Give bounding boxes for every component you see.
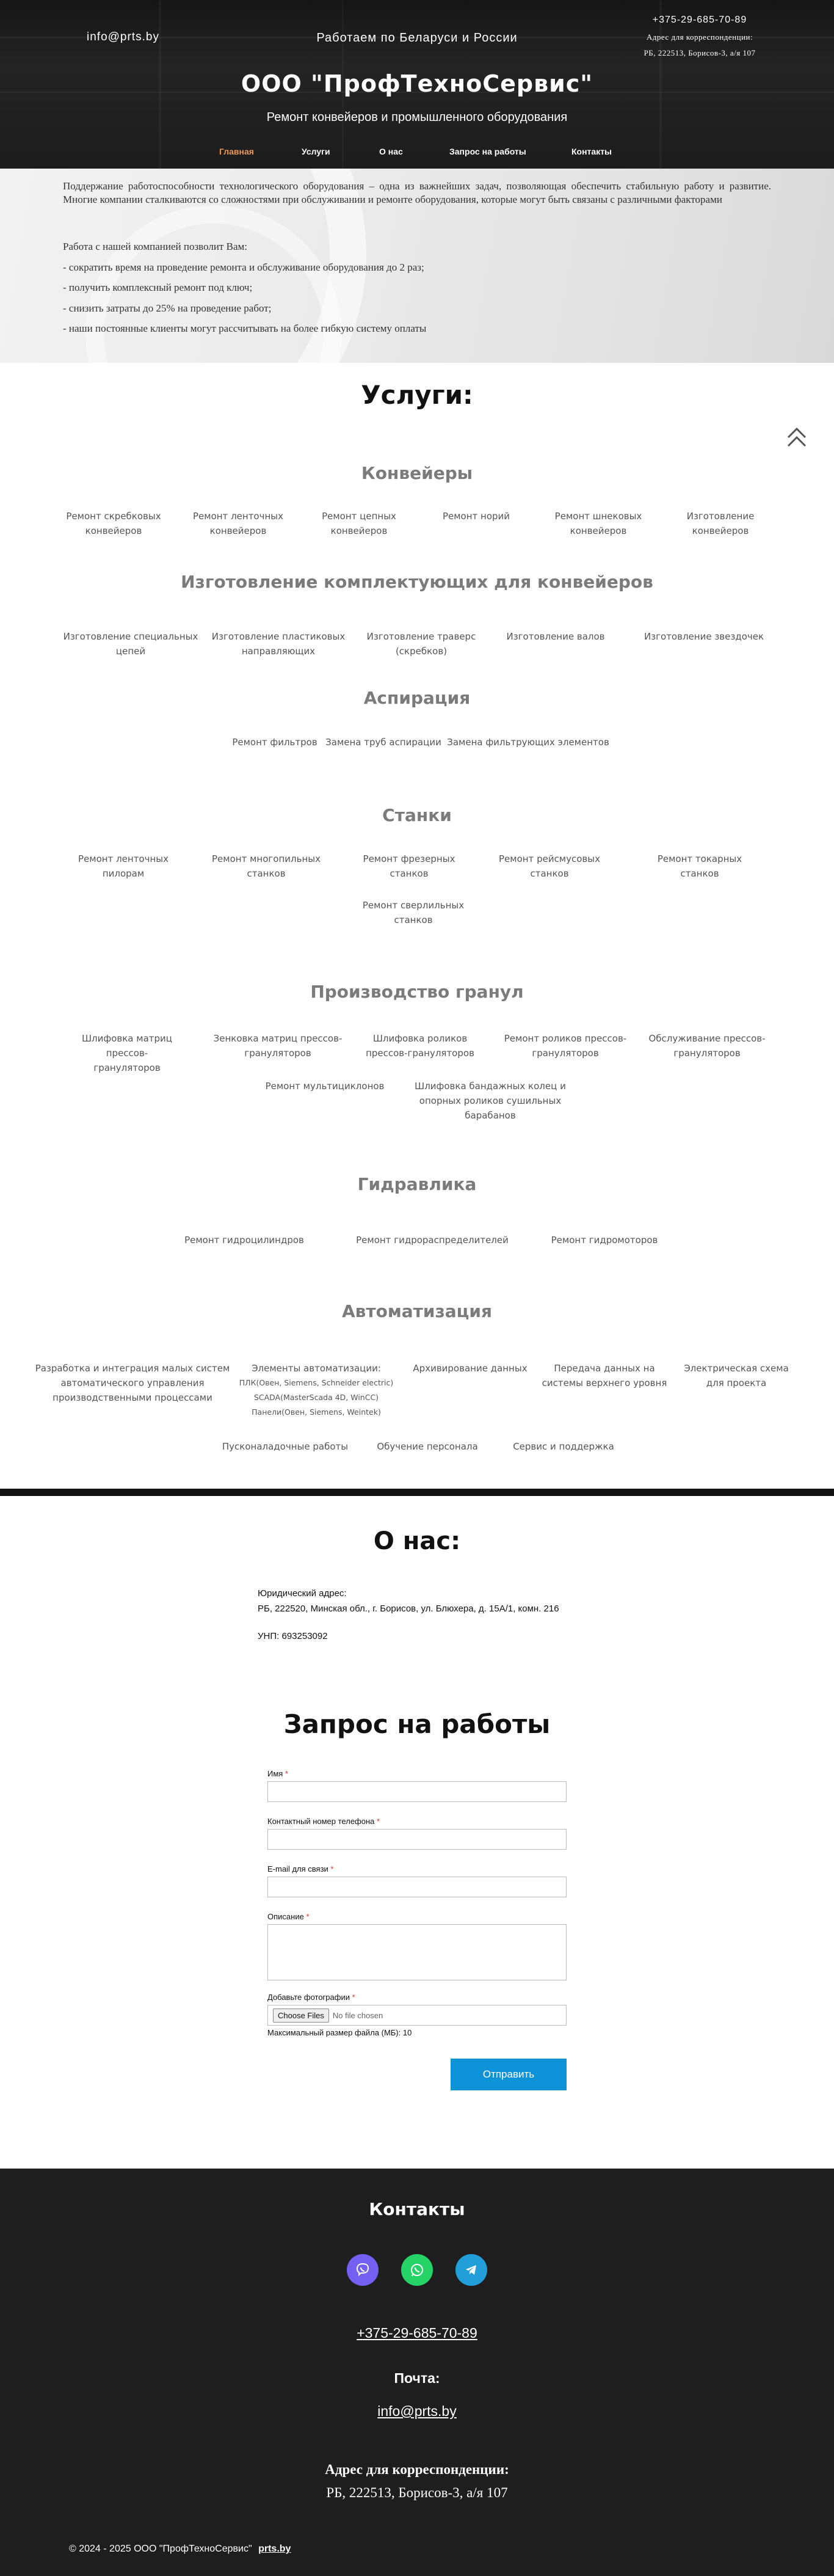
service-item-line: (скребков) [395, 646, 448, 657]
description-textarea[interactable] [267, 1924, 567, 1980]
photos-label-text: Добавьте фотографии [267, 1993, 350, 2002]
service-item-line: Изготовление специальных [63, 631, 198, 642]
service-item-line: Передача данных на [554, 1363, 655, 1374]
phone-label-text: Контактный номер телефона [267, 1817, 375, 1826]
service-item-line: Электрическая схема [684, 1363, 789, 1374]
service-item-line: для проекта [706, 1377, 767, 1388]
service-item-line: Изготовление звездочек [644, 631, 764, 642]
service-item-line: Обслуживание прессов- [648, 1033, 766, 1044]
service-item-line: станков [394, 914, 433, 925]
category-title-conveyors: Конвейеры [361, 463, 473, 483]
service-item-line: Зенковка матриц прессов- [213, 1033, 343, 1044]
service-item-line: Ремонт сверлильных [362, 900, 465, 911]
service-item-line: Элементы автоматизации: [252, 1363, 381, 1374]
intro-benefit-item: Работа с нашей компанией позволит Вам: [63, 241, 247, 252]
category-title-pellets: Производство гранул [310, 982, 524, 1002]
service-item-line: Шлифовка роликов [372, 1033, 468, 1044]
service-item-line: пилорам [102, 868, 145, 879]
header-address-label: Адрес для корреспонденции: [646, 32, 753, 42]
page-body [0, 363, 834, 2576]
file-status: No file chosen [332, 2010, 383, 2020]
footer-mail-link[interactable]: info@prts.by [377, 2403, 457, 2419]
service-item-line: грануляторов [673, 1048, 741, 1059]
nav-about[interactable]: О нас [379, 147, 403, 156]
company-tagline: Ремонт конвейеров и промышленного оборудования [266, 111, 568, 124]
service-item-line: Изготовление траверс [366, 631, 476, 642]
footer-address: РБ, 222513, Борисов-3, а/я 107 [326, 2485, 508, 2500]
service-item-line: станков [247, 868, 286, 879]
footer-phone-link[interactable]: +375-29-685-70-89 [357, 2325, 477, 2341]
required-mark: * [352, 1993, 355, 2002]
about-details [258, 1586, 559, 1644]
header-work-area: Работаем по Беларуси и России [316, 31, 518, 45]
max-file-size-note: Максимальный размер файла (МБ): 10 [267, 2028, 412, 2037]
photos-label [267, 1993, 355, 2002]
service-item-line: конвейеров [570, 525, 627, 536]
service-item-line: Замена труб аспирации [325, 737, 441, 748]
email-label-text: E-mail для связи [267, 1864, 328, 1874]
category-title-automation: Автоматизация [342, 1301, 492, 1321]
nav-services[interactable]: Услуги [302, 147, 330, 156]
service-item-line: Ремонт гидроцилиндров [184, 1235, 304, 1246]
service-item-line: конвейеров [330, 525, 388, 536]
whatsapp-icon[interactable] [401, 2254, 433, 2286]
request-form [267, 1769, 567, 2080]
category-title-machines: Станки [382, 805, 452, 825]
service-item-line: системы верхнего уровня [542, 1377, 667, 1388]
description-label-text: Описание [267, 1912, 304, 1921]
category-title-hydraulics: Гидравлика [357, 1174, 477, 1194]
service-item-line: Шлифовка матриц прессов- [82, 1033, 172, 1059]
service-item-line: станков [530, 868, 569, 879]
name-label-text: Имя [267, 1769, 283, 1778]
service-item-line: Ремонт токарных [657, 853, 742, 864]
nav-home[interactable]: Главная [219, 147, 254, 156]
header-email-link[interactable]: info@prts.by [87, 31, 159, 43]
footer-site-link[interactable]: prts.by [258, 2544, 291, 2554]
intro-benefit-item: - сократить время на проведение ремонта и обслуживание оборудования до 2 раз; [63, 261, 424, 273]
legal-address-value: РБ, 222520, Минская обл., г. Борисов, ул. Блюхера, д. 15А/1, комн. 216 [258, 1604, 559, 1614]
service-item-line: автоматического управления [60, 1377, 205, 1388]
request-form-title: Запрос на работы [283, 1709, 551, 1739]
service-item-line: станков [390, 868, 429, 879]
intro-benefit-item: - наши постоянные клиенты могут рассчитывать на более гибкую систему оплаты [63, 323, 427, 334]
footer-copyright [69, 2544, 291, 2555]
automation-sub-item: Панели(Овен, Siemens, Weintek) [252, 1407, 381, 1417]
phone-input[interactable] [267, 1829, 567, 1850]
service-item-line: Замена фильтрующих элементов [447, 737, 609, 748]
required-mark: * [377, 1817, 380, 1826]
telegram-icon[interactable] [455, 2254, 487, 2286]
section-divider [0, 1489, 834, 1496]
about-title: О нас: [373, 1527, 461, 1555]
email-label [267, 1864, 333, 1874]
service-item-line: Сервис и поддержка [513, 1441, 614, 1452]
service-item-line: грануляторов [244, 1048, 311, 1059]
header-address [626, 29, 773, 61]
service-item-line: Архивирование данных [413, 1363, 528, 1374]
name-input[interactable] [267, 1781, 567, 1802]
service-item-line: цепей [115, 646, 146, 657]
service-item-line: Разработка и интеграция малых систем [35, 1363, 230, 1374]
submit-button[interactable]: Отправить [451, 2059, 567, 2090]
site-footer [0, 2169, 834, 2576]
service-item-line: направляющих [241, 646, 316, 657]
service-item-line: опорных роликов сушильных [419, 1095, 562, 1106]
service-item-line: Ремонт гидрораспределителей [356, 1235, 509, 1246]
service-item-line: Ремонт шнековых [554, 511, 642, 522]
header-contact-block [626, 15, 773, 61]
email-input[interactable] [267, 1877, 567, 1897]
service-item-line: станков [680, 868, 719, 879]
phone-label [267, 1817, 380, 1826]
service-item-line: грануляторов [532, 1048, 599, 1059]
intro-benefit-item: - снизить затраты до 25% на проведение работ; [63, 302, 272, 314]
service-item-line: грануляторов [93, 1062, 161, 1073]
intro-section [0, 169, 834, 363]
intro-paragraph: Поддержание работоспособности технологического оборудования – одна из важнейших задач, позволяющая обеспечить стабильную работу и развитие. Многие компании сталкиваются со сложностями при обслуживании и ремонте оборудования, которые могут быть связаны с различными факторами [63, 180, 771, 205]
service-item-line: конвейеров [692, 525, 749, 536]
service-item-line: Ремонт ленточных [192, 511, 283, 522]
service-item-line: Ремонт скребковых [66, 511, 161, 522]
header-address-value: РБ, 222513, Борисов-3, а/я 107 [644, 48, 756, 57]
service-item-line: Изготовление пластиковых [211, 631, 346, 642]
name-label [267, 1769, 288, 1778]
copyright-text: © 2024 - 2025 ООО "ПрофТехноСервис" [69, 2544, 252, 2554]
footer-address-title: Адрес для корреспонденции: [325, 2462, 509, 2477]
category-title-components: Изготовление комплектующих для конвейеров [181, 572, 653, 592]
service-item-line: Пусконаладочные работы [222, 1441, 349, 1452]
service-item-line: Обучение персонала [377, 1441, 478, 1452]
service-item-line: Ремонт многопильных [212, 853, 321, 864]
required-mark: * [306, 1912, 310, 1921]
service-item-line: производственными процессами [53, 1392, 212, 1403]
services-title: Услуги: [361, 380, 473, 410]
legal-address-label: Юридический адрес: [258, 1588, 347, 1599]
automation-sub-item: SCADA(MasterScada 4D, WinCC) [253, 1393, 379, 1402]
service-item-line: конвейеров [209, 525, 267, 536]
viber-icon[interactable] [347, 2254, 379, 2286]
service-item-line: Ремонт фрезерных [363, 853, 455, 864]
nav-request[interactable]: Запрос на работы [449, 147, 526, 156]
service-item-line: Изготовление валов [506, 631, 605, 642]
service-item-line: Ремонт норий [442, 511, 510, 522]
service-item-line: Ремонт роликов прессов- [504, 1033, 627, 1044]
company-title: ООО "ПрофТехноСервис" [241, 70, 593, 97]
site-header [0, 0, 834, 169]
service-item-line: Ремонт рейсмусовых [498, 853, 600, 864]
category-title-aspiration: Аспирация [363, 688, 471, 708]
automation-sub-item: ПЛК(Oвен, Siemens, Schneider electric) [239, 1378, 394, 1387]
service-item-line: барабанов [465, 1110, 516, 1121]
service-item-line: Ремонт фильтров [232, 737, 317, 748]
main-nav [0, 147, 834, 160]
footer-contacts-title: Контакты [369, 2199, 465, 2219]
service-item-line: Ремонт гидромоторов [551, 1235, 658, 1246]
service-item-line: конвейеров [85, 525, 142, 536]
intro-benefits [63, 241, 426, 343]
service-item-line: Изготовление [686, 511, 755, 522]
unp-number: УНП: 693253092 [258, 1631, 328, 1641]
intro-benefit-item: - получить комплексный ремонт под ключ; [63, 282, 253, 293]
photos-file-input [267, 2005, 567, 2026]
service-item-line: прессов-грануляторов [366, 1048, 474, 1059]
description-label [267, 1912, 310, 1921]
nav-contacts[interactable]: Контакты [571, 147, 612, 156]
service-item-line: Ремонт мультициклонов [265, 1081, 385, 1092]
service-item-line: Ремонт ленточных [78, 853, 169, 864]
header-phone-link[interactable]: +375-29-685-70-89 [652, 15, 747, 25]
footer-mail-title: Почта: [394, 2370, 440, 2386]
required-mark: * [285, 1769, 289, 1778]
required-mark: * [330, 1864, 334, 1874]
service-item-line: Шлифовка бандажных колец и [415, 1081, 566, 1092]
service-item-line: Ремонт цепных [322, 511, 396, 522]
choose-files-button[interactable]: Choose Files [273, 2009, 329, 2023]
